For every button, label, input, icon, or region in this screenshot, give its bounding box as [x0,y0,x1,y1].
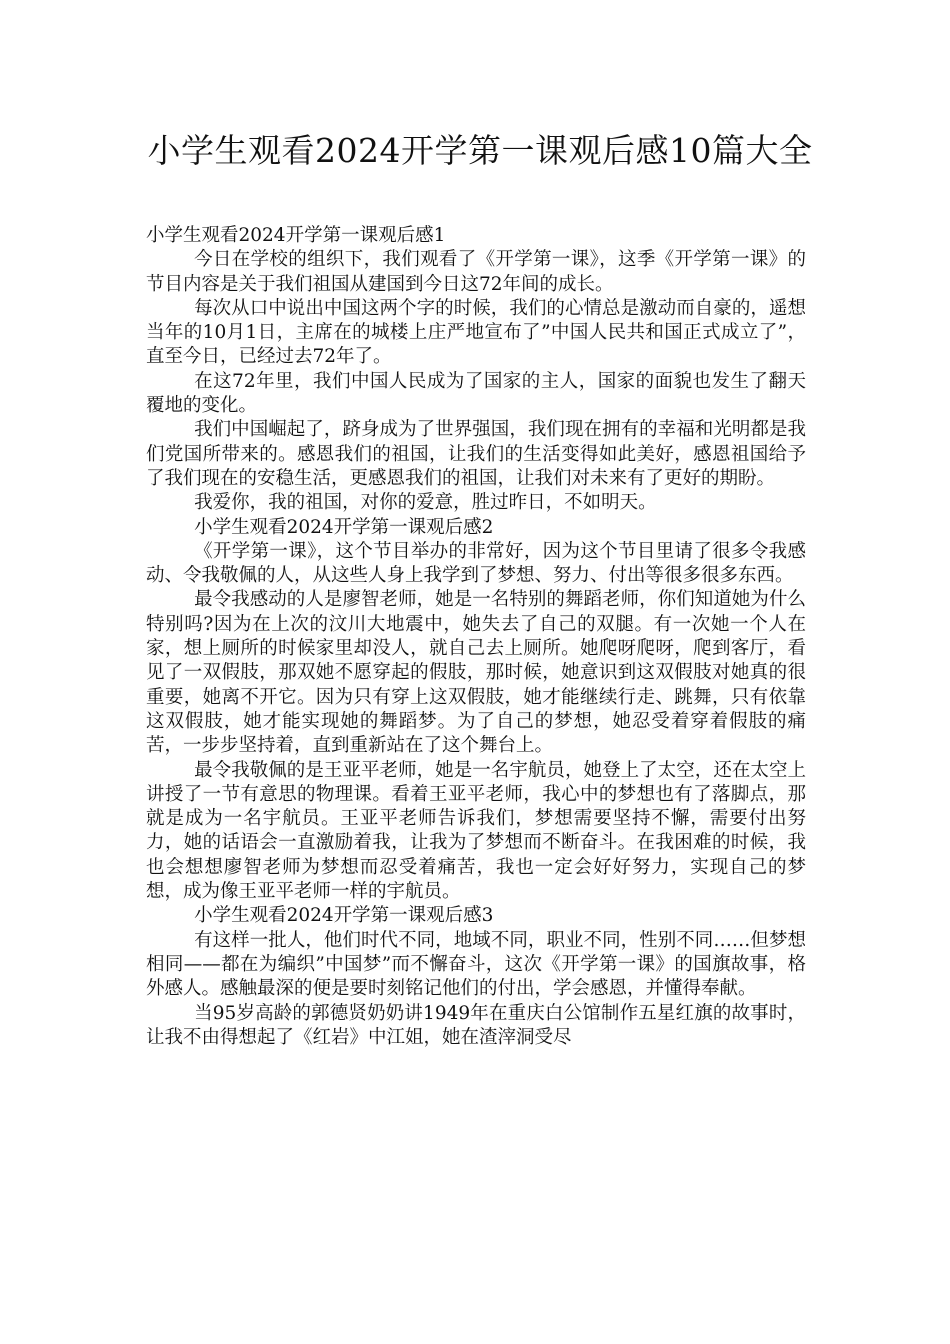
paragraph: 每次从口中说出中国这两个字的时候，我们的心情总是激动而自豪的，遥想当年的10月1日，主席在的城楼上庄严地宣布了”中国人民共和国正式成立了”，直至今日，已经过去72年了。 [146,297,806,368]
paragraph: 我爱你，我的祖国，对你的爱意，胜过昨日，不如明天。 [194,492,657,514]
paragraph: 当95岁高龄的郭德贤奶奶讲1949年在重庆白公馆制作五星红旗的故事时，让我不由得想起了《红岩》中江姐，她在渣滓洞受尽 [146,1002,806,1048]
paragraph: 最令我感动的人是廖智老师，她是一名特别的舞蹈老师，你们知道她为什么特别吗?因为在上次的汶川大地震中，她失去了自己的双腿。有一次她一个人在家，想上厕所的时候家里却没人，就自己去上厕所。她爬呀爬呀，爬到客厅，看见了一双假肢，那双她不愿穿起的假肢，那时候，她意识到这双假肢对她真的很重要，她离不开它。因为只有穿上这双假肢，她才能继续行走、跳舞，只有依靠这双假肢，她才能实现她的舞蹈梦。为了自己的梦想，她忍受着穿着假肢的痛苦，一步步坚持着，直到重新站在了这个舞台上。 [146,589,806,757]
paragraph: 有这样一批人，他们时代不同，地域不同，职业不同，性别不同……但梦想相同——都在为编织”中国梦”而不懈奋斗，这次《开学第一课》的国旗故事，格外感人。感触最深的便是要时刻铭记他们的付出，学会感恩，并懂得奉献。 [146,929,806,1000]
document-title: 小学生观看2024开学第一课观后感10篇大全 [147,131,813,170]
paragraph: 《开学第一课》，这个节目举办的非常好，因为这个节目里请了很多令我感动、令我敬佩的人，从这些人身上我学到了梦想、努力、付出等很多很多东西。 [146,540,806,587]
section-heading-1: 小学生观看2024开学第一课观后感1 [146,225,446,246]
paragraph: 最令我敬佩的是王亚平老师，她是一名宇航员，她登上了太空，还在太空上讲授了一节有意思的物理课。看着王亚平老师，我心中的梦想也有了落脚点，那就是成为一名宇航员。王亚平老师告诉我们，梦想需要坚持不懈，需要付出努力，她的话语会一直激励着我，让我为了梦想而不断奋斗。在我困难的时候，我也会想想廖智老师为梦想而忍受着痛苦，我也一定会好好努力，实现自己的梦想，成为像王亚平老师一样的宇航员。 [146,759,806,903]
paragraph: 在这72年里，我们中国人民成为了国家的主人，国家的面貌也发生了翻天覆地的变化。 [146,370,806,417]
paragraph: 我们中国崛起了，跻身成为了世界强国，我们现在拥有的幸福和光明都是我们党国所带来的。感恩我们的祖国，让我们的生活变得如此美好，感恩祖国给予了我们现在的安稳生活，更感恩我们的祖国，让我们对未来有了更好的期盼。 [146,419,806,489]
document-body [146,224,806,1050]
paragraph: 今日在学校的组织下，我们观看了《开学第一课》，这季《开学第一课》的节目内容是关于我们祖国从建国到今日这72年间的成长。 [146,249,806,295]
section-heading-3: 小学生观看2024开学第一课观后感3 [194,905,494,927]
section-heading-2: 小学生观看2024开学第一课观后感2 [194,516,494,538]
